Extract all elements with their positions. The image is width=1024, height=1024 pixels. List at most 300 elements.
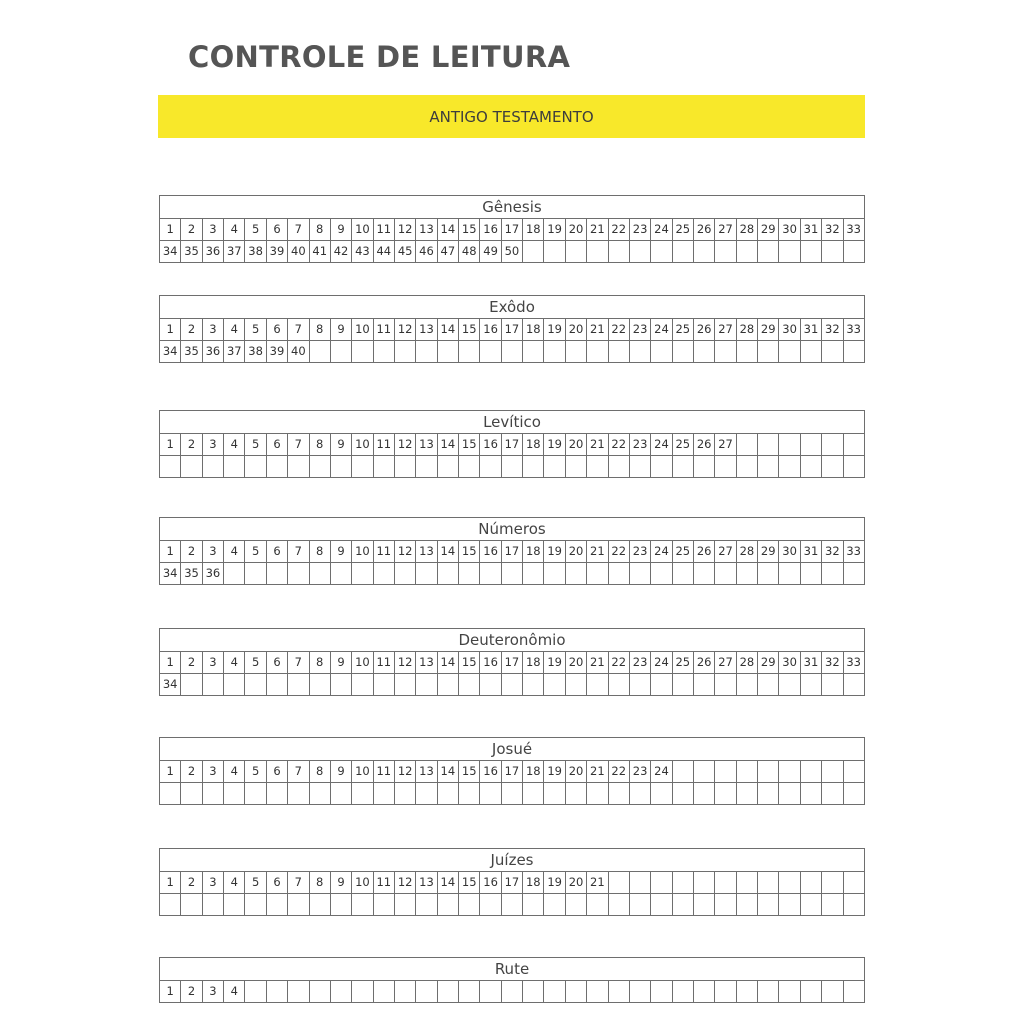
chapter-cell: 19: [544, 652, 565, 673]
chapter-cell: 10: [352, 652, 373, 673]
empty-cell: [523, 563, 544, 584]
chapter-cell: 29: [758, 652, 779, 673]
empty-cell: [181, 456, 202, 477]
chapter-cell: 26: [694, 541, 715, 562]
chapter-cell: 18: [523, 434, 544, 455]
empty-cell: [459, 674, 480, 695]
empty-cell: [352, 894, 373, 915]
chapter-cell: 16: [480, 541, 501, 562]
empty-cell: [779, 456, 800, 477]
empty-cell: [267, 456, 288, 477]
chapter-cell: 20: [566, 761, 587, 782]
empty-cell: [374, 563, 395, 584]
chapter-row: [160, 673, 864, 695]
empty-cell: [331, 456, 352, 477]
chapter-cell: 49: [480, 241, 501, 262]
chapter-cell: 9: [331, 434, 352, 455]
chapter-cell: 37: [224, 341, 245, 362]
chapter-cell: 10: [352, 872, 373, 893]
empty-cell: [566, 563, 587, 584]
empty-cell: [459, 341, 480, 362]
empty-cell: [822, 241, 843, 262]
empty-cell: [673, 981, 694, 1002]
chapter-cell: 1: [160, 434, 181, 455]
chapter-cell: 25: [673, 652, 694, 673]
empty-cell: [694, 894, 715, 915]
chapter-cell: 22: [609, 761, 630, 782]
empty-cell: [758, 434, 779, 455]
chapter-cell: 9: [331, 652, 352, 673]
empty-cell: [480, 674, 501, 695]
chapter-cell: 16: [480, 319, 501, 340]
empty-cell: [844, 434, 864, 455]
empty-cell: [844, 456, 864, 477]
empty-cell: [331, 981, 352, 1002]
empty-cell: [587, 894, 608, 915]
empty-cell: [801, 783, 822, 804]
book-3: [159, 517, 865, 585]
chapter-cell: 39: [267, 241, 288, 262]
empty-cell: [737, 981, 758, 1002]
empty-cell: [374, 456, 395, 477]
chapter-cell: 10: [352, 319, 373, 340]
chapter-cell: 36: [203, 241, 224, 262]
chapter-cell: 16: [480, 872, 501, 893]
empty-cell: [822, 341, 843, 362]
chapter-cell: 2: [181, 761, 202, 782]
chapter-cell: 21: [587, 652, 608, 673]
empty-cell: [310, 341, 331, 362]
chapter-cell: 19: [544, 219, 565, 240]
chapter-cell: 4: [224, 872, 245, 893]
empty-cell: [416, 783, 437, 804]
empty-cell: [779, 981, 800, 1002]
chapter-cell: 21: [587, 872, 608, 893]
chapter-row: [160, 652, 864, 673]
chapter-cell: 41: [310, 241, 331, 262]
book-title: Exôdo: [160, 296, 864, 319]
chapter-cell: 4: [224, 981, 245, 1002]
chapter-cell: 14: [438, 872, 459, 893]
chapter-cell: 31: [801, 541, 822, 562]
empty-cell: [395, 674, 416, 695]
chapter-row: [160, 455, 864, 477]
chapter-cell: 26: [694, 434, 715, 455]
chapter-cell: 14: [438, 761, 459, 782]
chapter-row: [160, 240, 864, 262]
chapter-cell: 5: [245, 652, 266, 673]
chapter-cell: 5: [245, 541, 266, 562]
chapter-cell: 42: [331, 241, 352, 262]
chapter-cell: 28: [737, 652, 758, 673]
chapter-cell: 19: [544, 434, 565, 455]
chapter-cell: 22: [609, 319, 630, 340]
chapter-cell: 20: [566, 652, 587, 673]
empty-cell: [587, 981, 608, 1002]
chapter-cell: 26: [694, 219, 715, 240]
chapter-cell: 8: [310, 219, 331, 240]
chapter-cell: 8: [310, 652, 331, 673]
empty-cell: [844, 341, 864, 362]
chapter-cell: 12: [395, 761, 416, 782]
empty-cell: [651, 674, 672, 695]
empty-cell: [310, 894, 331, 915]
empty-cell: [544, 894, 565, 915]
empty-cell: [758, 872, 779, 893]
empty-cell: [331, 894, 352, 915]
chapter-cell: 12: [395, 434, 416, 455]
chapter-cell: 17: [502, 434, 523, 455]
chapter-cell: 12: [395, 541, 416, 562]
empty-cell: [352, 981, 373, 1002]
chapter-cell: 9: [331, 319, 352, 340]
empty-cell: [715, 894, 736, 915]
empty-cell: [609, 674, 630, 695]
empty-cell: [609, 872, 630, 893]
empty-cell: [844, 872, 864, 893]
section-label: ANTIGO TESTAMENTO: [429, 107, 594, 126]
empty-cell: [203, 783, 224, 804]
empty-cell: [416, 456, 437, 477]
empty-cell: [609, 341, 630, 362]
chapter-cell: 13: [416, 652, 437, 673]
chapter-cell: 15: [459, 319, 480, 340]
chapter-cell: 4: [224, 761, 245, 782]
chapter-cell: 5: [245, 434, 266, 455]
chapter-cell: 39: [267, 341, 288, 362]
chapter-cell: 20: [566, 319, 587, 340]
empty-cell: [245, 563, 266, 584]
empty-cell: [822, 981, 843, 1002]
empty-cell: [245, 981, 266, 1002]
empty-cell: [715, 456, 736, 477]
empty-cell: [694, 674, 715, 695]
chapter-cell: 6: [267, 652, 288, 673]
chapter-cell: 11: [374, 872, 395, 893]
chapter-cell: 35: [181, 341, 202, 362]
chapter-cell: 27: [715, 652, 736, 673]
chapter-cell: 13: [416, 319, 437, 340]
chapter-cell: 10: [352, 219, 373, 240]
chapter-cell: 1: [160, 319, 181, 340]
empty-cell: [737, 456, 758, 477]
chapter-cell: 37: [224, 241, 245, 262]
chapter-cell: 24: [651, 219, 672, 240]
empty-cell: [288, 981, 309, 1002]
empty-cell: [502, 563, 523, 584]
chapter-cell: 3: [203, 761, 224, 782]
chapter-cell: 9: [331, 872, 352, 893]
chapter-cell: 1: [160, 541, 181, 562]
chapter-cell: 34: [160, 674, 181, 695]
empty-cell: [416, 674, 437, 695]
chapter-cell: 27: [715, 541, 736, 562]
chapter-cell: 44: [374, 241, 395, 262]
chapter-cell: 12: [395, 872, 416, 893]
chapter-cell: 5: [245, 319, 266, 340]
chapter-cell: 22: [609, 434, 630, 455]
chapter-cell: 21: [587, 541, 608, 562]
book-4: [159, 628, 865, 696]
empty-cell: [801, 341, 822, 362]
empty-cell: [630, 456, 651, 477]
chapter-cell: 17: [502, 872, 523, 893]
chapter-cell: 6: [267, 761, 288, 782]
chapter-cell: 12: [395, 319, 416, 340]
empty-cell: [715, 783, 736, 804]
chapter-cell: 28: [737, 319, 758, 340]
empty-cell: [673, 341, 694, 362]
empty-cell: [566, 341, 587, 362]
chapter-cell: 14: [438, 319, 459, 340]
empty-cell: [587, 674, 608, 695]
chapter-cell: 16: [480, 652, 501, 673]
empty-cell: [438, 674, 459, 695]
chapter-cell: 6: [267, 219, 288, 240]
chapter-row: [160, 761, 864, 782]
empty-cell: [224, 563, 245, 584]
chapter-row: [160, 340, 864, 362]
empty-cell: [480, 341, 501, 362]
chapter-cell: 18: [523, 219, 544, 240]
chapter-cell: 3: [203, 319, 224, 340]
chapter-cell: 23: [630, 219, 651, 240]
book-1: [159, 295, 865, 363]
empty-cell: [181, 783, 202, 804]
empty-cell: [374, 674, 395, 695]
chapter-row: [160, 981, 864, 1002]
empty-cell: [737, 894, 758, 915]
empty-cell: [523, 241, 544, 262]
empty-cell: [459, 456, 480, 477]
chapter-cell: 19: [544, 541, 565, 562]
empty-cell: [822, 674, 843, 695]
chapter-cell: 11: [374, 761, 395, 782]
chapter-cell: 30: [779, 652, 800, 673]
chapter-cell: 4: [224, 652, 245, 673]
empty-cell: [758, 783, 779, 804]
empty-cell: [310, 674, 331, 695]
chapter-cell: 3: [203, 219, 224, 240]
book-title: Juízes: [160, 849, 864, 872]
chapter-cell: 28: [737, 541, 758, 562]
chapter-cell: 21: [587, 434, 608, 455]
chapter-cell: 24: [651, 541, 672, 562]
empty-cell: [737, 241, 758, 262]
empty-cell: [310, 563, 331, 584]
empty-cell: [523, 674, 544, 695]
chapter-cell: 33: [846, 222, 861, 236]
empty-cell: [395, 894, 416, 915]
chapter-cell: 17: [502, 319, 523, 340]
empty-cell: [779, 434, 800, 455]
empty-cell: [502, 894, 523, 915]
chapter-cell: 33: [846, 655, 861, 669]
chapter-cell: 3: [203, 652, 224, 673]
empty-cell: [758, 456, 779, 477]
chapter-cell: 12: [395, 219, 416, 240]
empty-cell: [779, 674, 800, 695]
empty-cell: [374, 894, 395, 915]
chapter-cell: 2: [181, 319, 202, 340]
chapter-row: [160, 434, 864, 455]
chapter-cell: 31: [801, 652, 822, 673]
chapter-cell: 15: [459, 219, 480, 240]
empty-cell: [352, 783, 373, 804]
empty-cell: [737, 434, 758, 455]
empty-cell: [245, 783, 266, 804]
empty-cell: [480, 894, 501, 915]
empty-cell: [416, 341, 437, 362]
chapter-cell: 17: [502, 652, 523, 673]
empty-cell: [651, 456, 672, 477]
empty-cell: [416, 981, 437, 1002]
empty-cell: [245, 894, 266, 915]
chapter-cell: 33: [846, 544, 861, 558]
empty-cell: [758, 341, 779, 362]
empty-cell: [630, 981, 651, 1002]
empty-cell: [203, 456, 224, 477]
chapter-cell: 7: [288, 434, 309, 455]
chapter-cell: 8: [310, 541, 331, 562]
empty-cell: [203, 674, 224, 695]
chapter-cell: 19: [544, 761, 565, 782]
empty-cell: [758, 981, 779, 1002]
empty-cell: [438, 563, 459, 584]
chapter-row: [160, 893, 864, 915]
empty-cell: [844, 981, 864, 1002]
empty-cell: [416, 563, 437, 584]
book-7: [159, 957, 865, 1003]
chapter-cell: 29: [758, 541, 779, 562]
chapter-cell: 1: [160, 652, 181, 673]
empty-cell: [181, 674, 202, 695]
empty-cell: [438, 341, 459, 362]
book-title: Rute: [160, 958, 864, 981]
chapter-cell: 21: [587, 319, 608, 340]
empty-cell: [715, 563, 736, 584]
empty-cell: [822, 783, 843, 804]
chapter-cell: 22: [609, 652, 630, 673]
chapter-cell: 13: [416, 541, 437, 562]
chapter-cell: 10: [352, 761, 373, 782]
chapter-cell: 17: [502, 541, 523, 562]
chapter-cell: 5: [245, 872, 266, 893]
empty-cell: [673, 456, 694, 477]
empty-cell: [395, 783, 416, 804]
empty-cell: [523, 341, 544, 362]
chapter-cell: 23: [630, 434, 651, 455]
empty-cell: [758, 563, 779, 584]
empty-cell: [502, 981, 523, 1002]
empty-cell: [224, 456, 245, 477]
empty-cell: [544, 674, 565, 695]
empty-cell: [694, 563, 715, 584]
chapter-cell: 18: [523, 761, 544, 782]
empty-cell: [523, 456, 544, 477]
chapter-cell: 3: [203, 872, 224, 893]
empty-cell: [779, 241, 800, 262]
empty-cell: [758, 761, 779, 782]
empty-cell: [480, 456, 501, 477]
chapter-cell: 1: [160, 981, 181, 1002]
empty-cell: [801, 563, 822, 584]
chapter-cell: 2: [181, 652, 202, 673]
chapter-cell: 27: [715, 434, 736, 455]
chapter-cell: 26: [694, 319, 715, 340]
empty-cell: [352, 456, 373, 477]
empty-cell: [374, 783, 395, 804]
empty-cell: [630, 894, 651, 915]
empty-cell: [673, 563, 694, 584]
empty-cell: [651, 563, 672, 584]
empty-cell: [310, 981, 331, 1002]
chapter-row: [160, 562, 864, 584]
chapter-cell: 20: [566, 541, 587, 562]
chapter-cell: 9: [331, 761, 352, 782]
empty-cell: [844, 783, 864, 804]
chapter-cell: 25: [673, 319, 694, 340]
chapter-cell: 28: [737, 219, 758, 240]
chapter-cell: 2: [181, 981, 202, 1002]
chapter-cell: 8: [310, 761, 331, 782]
chapter-cell: 16: [480, 761, 501, 782]
book-title: Levítico: [160, 411, 864, 434]
empty-cell: [331, 563, 352, 584]
empty-cell: [459, 894, 480, 915]
empty-cell: [288, 563, 309, 584]
chapter-cell: 3: [203, 981, 224, 1002]
empty-cell: [694, 241, 715, 262]
chapter-cell: 30: [779, 219, 800, 240]
empty-cell: [694, 981, 715, 1002]
empty-cell: [822, 894, 843, 915]
chapter-cell: 23: [630, 319, 651, 340]
chapter-cell: 14: [438, 434, 459, 455]
empty-cell: [822, 761, 843, 782]
chapter-cell: 13: [416, 872, 437, 893]
empty-cell: [844, 674, 864, 695]
empty-cell: [288, 894, 309, 915]
chapter-cell: 8: [310, 872, 331, 893]
chapter-row: [160, 541, 864, 562]
chapter-cell: 29: [758, 319, 779, 340]
empty-cell: [245, 674, 266, 695]
empty-cell: [609, 563, 630, 584]
chapter-cell: 20: [566, 434, 587, 455]
empty-cell: [288, 674, 309, 695]
chapter-cell: 18: [523, 319, 544, 340]
chapter-row: [160, 872, 864, 893]
chapter-cell: 7: [288, 652, 309, 673]
chapter-cell: 30: [779, 541, 800, 562]
chapter-cell: 6: [267, 319, 288, 340]
empty-cell: [459, 981, 480, 1002]
empty-cell: [310, 783, 331, 804]
chapter-cell: 17: [502, 219, 523, 240]
empty-cell: [737, 563, 758, 584]
empty-cell: [438, 456, 459, 477]
chapter-cell: 10: [352, 541, 373, 562]
empty-cell: [331, 674, 352, 695]
empty-cell: [651, 894, 672, 915]
chapter-cell: 35: [181, 563, 202, 584]
chapter-cell: 4: [224, 219, 245, 240]
empty-cell: [480, 783, 501, 804]
empty-cell: [737, 761, 758, 782]
chapter-cell: 34: [160, 341, 181, 362]
empty-cell: [694, 761, 715, 782]
